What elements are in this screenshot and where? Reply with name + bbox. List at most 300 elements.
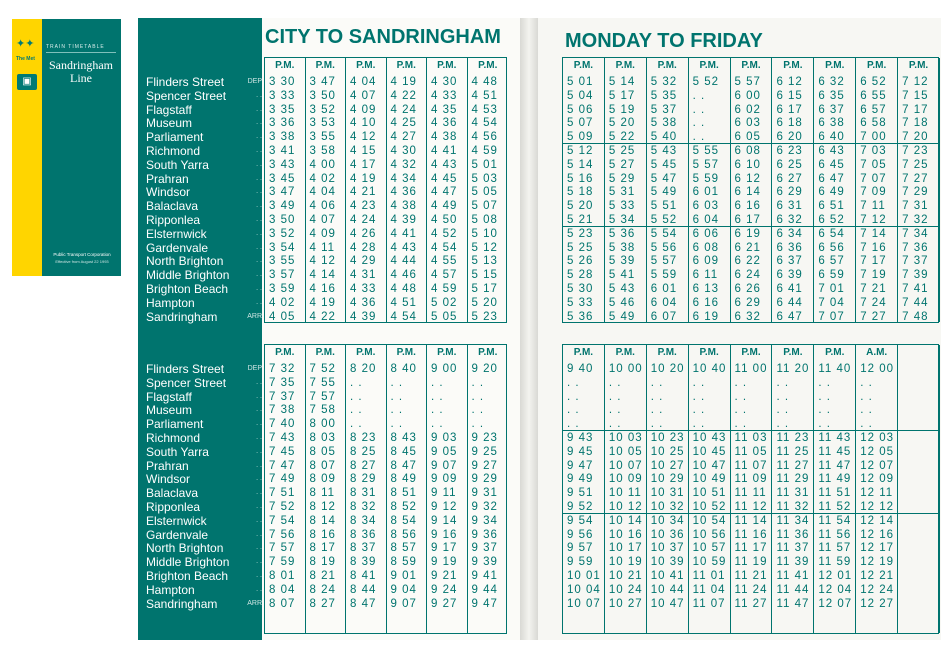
departure-time: 12 19	[860, 556, 894, 569]
departure-time: 8 27	[350, 459, 377, 472]
departure-time: . .	[350, 390, 363, 403]
departure-time: 5 36	[608, 227, 636, 240]
departure-time: 9 39	[471, 556, 498, 569]
station-name: South Yarra	[146, 157, 209, 172]
departure-time: 6 54	[818, 227, 845, 240]
departure-time: . .	[567, 404, 580, 417]
period-header: P.M.	[356, 347, 376, 358]
departure-time: 7 49	[269, 473, 296, 486]
period-header: P.M.	[783, 60, 803, 71]
departure-time: 6 17	[734, 214, 761, 226]
departure-time: . .	[650, 404, 664, 417]
departure-time: 10 24	[608, 583, 643, 596]
departure-time: 4 00	[309, 158, 336, 171]
departure-time: 7 27	[860, 310, 887, 323]
departure-time: 5 05	[431, 310, 458, 323]
departure-time: 7 24	[860, 296, 887, 309]
departure-time: 6 25	[776, 158, 803, 171]
departure-time: 9 56	[567, 528, 594, 541]
departure-time: 7 20	[902, 131, 929, 144]
departure-time: 6 02	[734, 103, 761, 116]
station-tag: . .	[256, 558, 262, 566]
departure-time: . .	[860, 404, 873, 417]
departure-time: 3 50	[269, 214, 296, 226]
period-header: P.M.	[699, 60, 719, 71]
timetable-cover	[12, 19, 121, 276]
station-tag: . .	[256, 243, 262, 251]
departure-time: 7 07	[818, 310, 845, 323]
departure-time: 11 52	[818, 501, 852, 513]
departure-time: 7 57	[269, 542, 296, 555]
departure-time: 7 19	[860, 269, 887, 282]
departure-time: 7 59	[269, 556, 296, 569]
departure-time: 4 02	[309, 172, 336, 185]
period-header: P.M.	[825, 60, 845, 71]
departure-time: 10 23	[650, 432, 685, 444]
departure-time: 11 41	[776, 570, 810, 582]
departure-time: 5 33	[567, 296, 594, 309]
departure-time: 8 57	[390, 542, 417, 555]
departure-time: 7 01	[818, 283, 845, 295]
departure-time: 3 57	[269, 269, 296, 282]
departure-time: 11 32	[776, 501, 810, 513]
departure-time: 11 16	[734, 528, 768, 541]
departure-time: 5 17	[471, 283, 498, 295]
departure-time: 7 25	[902, 158, 929, 171]
departure-time: 7 32	[902, 214, 929, 226]
departure-time: 11 27	[734, 597, 768, 610]
departure-time: . .	[692, 390, 706, 403]
departure-time: 8 20	[350, 363, 377, 375]
departure-time: 10 37	[650, 542, 685, 555]
service-column	[346, 345, 387, 633]
departure-time: 5 13	[471, 255, 498, 268]
service-column	[856, 345, 898, 633]
station-tag: . .	[256, 378, 262, 386]
departure-time: 8 54	[390, 514, 417, 527]
departure-time: 4 45	[431, 172, 458, 185]
departure-time: 9 47	[567, 459, 594, 472]
service-column	[387, 58, 428, 322]
period-header: P.M.	[783, 347, 803, 358]
departure-time: 10 20	[650, 363, 685, 375]
departure-time: 7 37	[902, 255, 929, 268]
station-name: Flinders Street	[146, 75, 225, 89]
departure-time: 9 14	[431, 514, 458, 527]
departure-time: 12 21	[860, 570, 894, 582]
departure-time: 7 09	[860, 186, 887, 199]
departure-time: 9 45	[567, 445, 594, 458]
service-column	[468, 345, 509, 633]
departure-time: 5 01	[471, 158, 498, 171]
departure-time: 8 01	[269, 570, 296, 582]
station-parliament	[146, 417, 264, 431]
departure-time: 3 45	[269, 172, 296, 185]
departure-time: . .	[776, 376, 790, 389]
departure-time: 4 24	[390, 103, 417, 116]
departure-time: 4 09	[350, 103, 377, 116]
departure-time: 5 06	[567, 103, 594, 116]
departure-time: 7 12	[902, 76, 929, 88]
departure-time: 4 29	[350, 255, 377, 268]
departure-time: 6 18	[776, 117, 803, 130]
departure-time: 8 39	[350, 556, 377, 569]
departure-time: 4 17	[350, 158, 377, 171]
departure-time: 5 36	[567, 310, 594, 323]
departure-time: 6 27	[776, 172, 803, 185]
station-tag: . .	[256, 298, 262, 306]
station-museum	[146, 116, 264, 130]
departure-time: 4 07	[350, 89, 377, 102]
departure-time: 3 59	[269, 283, 296, 295]
departure-time: 9 32	[471, 501, 498, 513]
departure-time: 9 09	[431, 473, 458, 486]
departure-time: . .	[734, 376, 748, 389]
departure-time: 6 55	[860, 89, 887, 102]
departure-time: 11 12	[734, 501, 768, 513]
departure-time: 9 21	[431, 570, 458, 582]
departure-time: 9 41	[471, 570, 498, 582]
departure-time: 11 31	[776, 487, 810, 500]
departure-time: . .	[692, 131, 706, 144]
departure-time: 6 38	[818, 117, 845, 130]
departure-time: 11 01	[692, 570, 726, 582]
departure-time: 3 43	[269, 158, 296, 171]
departure-time: 5 57	[692, 158, 720, 171]
station-name: Brighton Beach	[146, 569, 229, 583]
station-name: Hampton	[146, 295, 195, 310]
departure-time: 7 21	[860, 283, 887, 295]
departure-time: 11 45	[818, 445, 852, 458]
period-header: P.M.	[573, 60, 594, 71]
departure-time: 4 16	[309, 283, 336, 295]
departure-time: 5 45	[650, 158, 678, 171]
departure-time: 10 05	[608, 445, 643, 458]
departure-time: 6 32	[734, 310, 761, 323]
departure-time: 11 20	[776, 363, 810, 375]
departure-time: 12 27	[860, 597, 894, 610]
departure-time: . .	[776, 418, 790, 431]
departure-time: 8 19	[309, 556, 336, 569]
departure-time: . .	[650, 376, 664, 389]
departure-time: 5 38	[608, 241, 636, 254]
departure-time: 8 17	[309, 542, 336, 555]
period-header: P.M.	[867, 60, 887, 71]
departure-time: 4 35	[431, 103, 458, 116]
departure-time: 11 05	[734, 445, 768, 458]
station-name: Prahran	[146, 171, 189, 186]
station-tag: . .	[256, 585, 262, 593]
station-flinders-street	[146, 75, 264, 89]
departure-time: 11 04	[692, 583, 726, 596]
departure-time: 6 47	[776, 310, 803, 323]
departure-time: 11 14	[734, 514, 768, 527]
departure-time: 11 40	[818, 363, 852, 375]
period-header: P.M.	[908, 60, 929, 71]
departure-time: 4 22	[390, 89, 417, 102]
departure-time: 9 07	[390, 597, 417, 610]
departure-time: 7 07	[860, 172, 887, 185]
station-name: South Yarra	[146, 444, 209, 459]
departure-time: 5 05	[471, 186, 498, 199]
departure-time: 9 59	[567, 556, 594, 569]
station-tag: . .	[256, 434, 262, 441]
departure-time: 10 04	[567, 583, 601, 596]
departure-time: 4 41	[390, 227, 417, 240]
period-header: P.M.	[275, 60, 295, 71]
departure-time: 6 08	[734, 145, 761, 157]
departure-time: 7 18	[902, 117, 929, 130]
departure-time: 5 59	[650, 269, 678, 282]
departure-time: 4 28	[350, 241, 377, 254]
station-elsternwick	[146, 227, 264, 241]
departure-time: . .	[776, 404, 790, 417]
departure-time: 4 32	[390, 158, 417, 171]
departure-time: . .	[431, 404, 444, 417]
departure-time: . .	[818, 418, 831, 431]
departure-time: 8 56	[390, 528, 417, 541]
departure-time: 5 40	[650, 131, 678, 144]
departure-time: 4 30	[431, 76, 458, 88]
departure-time: 3 38	[269, 131, 296, 144]
departure-time: 6 21	[734, 241, 761, 254]
departure-time: 3 55	[269, 255, 296, 268]
departure-time: 6 11	[692, 269, 719, 282]
departure-time: 5 55	[692, 145, 720, 157]
departure-time: 5 46	[608, 296, 636, 309]
departure-time: 6 29	[776, 186, 803, 199]
departure-time: 7 52	[309, 363, 336, 375]
departure-time: 6 13	[692, 283, 720, 295]
departure-time: . .	[567, 376, 580, 389]
departure-time: 4 46	[390, 269, 417, 282]
departure-time: 5 22	[608, 131, 636, 144]
departure-time: . .	[650, 390, 664, 403]
departure-time: 6 01	[692, 186, 720, 199]
departure-time: 7 17	[902, 103, 929, 116]
station-name: Gardenvale	[146, 240, 209, 255]
station-tag: . .	[256, 188, 262, 196]
station-parliament	[146, 130, 264, 144]
station-prahran	[146, 172, 264, 186]
departure-time: 10 12	[608, 501, 643, 513]
departure-time: 4 49	[431, 200, 458, 213]
service-column	[605, 58, 647, 322]
departure-time: 12 03	[860, 432, 894, 444]
departure-time: . .	[390, 376, 404, 389]
station-tag: . .	[256, 257, 262, 265]
departure-time: 4 54	[390, 310, 417, 323]
departure-time: 4 39	[350, 310, 377, 323]
station-name: Flagstaff	[146, 102, 192, 117]
departure-time: 6 03	[734, 117, 761, 130]
station-name: Museum	[146, 403, 193, 418]
departure-time: 11 39	[776, 556, 810, 569]
departure-time: . .	[734, 418, 748, 431]
departure-time: 12 01	[818, 570, 853, 582]
departure-time: 11 09	[734, 473, 768, 486]
station-name: Elsternwick	[146, 513, 207, 528]
station-tag: ARR	[247, 312, 262, 320]
station-name: Gardenvale	[146, 527, 209, 542]
departure-time: 10 41	[650, 570, 685, 582]
departure-time: 11 17	[734, 542, 768, 555]
station-tag: . .	[256, 91, 262, 99]
station-name: Flinders Street	[146, 362, 225, 376]
departure-time: . .	[608, 376, 622, 389]
station-ripponlea	[146, 500, 264, 514]
departure-time: 4 43	[390, 241, 417, 254]
departure-time: 11 47	[776, 597, 810, 610]
station-name: Elsternwick	[146, 226, 207, 241]
service-column	[772, 345, 814, 633]
departure-time: 4 38	[431, 131, 458, 144]
departure-time: 5 01	[567, 76, 594, 88]
departure-time: . .	[692, 418, 706, 431]
departure-time: 6 39	[776, 269, 803, 282]
departure-time: 4 50	[431, 214, 458, 226]
period-header: P.M.	[396, 60, 416, 71]
departure-time: 10 59	[692, 556, 727, 569]
departure-time: 3 35	[269, 103, 296, 116]
departure-time: 7 58	[309, 404, 336, 417]
departure-time: 6 22	[734, 255, 761, 268]
departure-time: 12 14	[860, 514, 894, 527]
station-spencer-street	[146, 89, 264, 103]
departure-time: 3 36	[269, 117, 296, 130]
station-tag: ARR	[247, 599, 262, 607]
station-name: Middle Brighton	[146, 555, 230, 570]
timetable-grid-left-bottom	[264, 344, 507, 634]
departure-time: 12 05	[860, 445, 894, 458]
station-balaclava	[146, 486, 264, 500]
station-name: Brighton Beach	[146, 282, 229, 296]
departure-time: 8 29	[350, 473, 377, 486]
departure-time: . .	[431, 418, 444, 431]
departure-time: . .	[608, 390, 622, 403]
departure-time: 4 19	[309, 296, 336, 309]
departure-time: 5 41	[608, 269, 636, 282]
cover-line-name: Sandringham Line	[49, 58, 113, 85]
departure-time: 10 27	[608, 597, 643, 610]
departure-time: 6 52	[818, 214, 845, 226]
departure-time: 7 41	[902, 283, 929, 295]
departure-time: . .	[860, 390, 873, 403]
departure-time: 7 12	[860, 214, 887, 226]
departure-time: 6 58	[860, 117, 887, 130]
service-column	[647, 345, 689, 633]
departure-time: 8 52	[390, 501, 417, 513]
departure-time: 5 37	[650, 103, 678, 116]
cover-brand: The Met	[16, 56, 35, 62]
departure-time: 7 51	[269, 487, 296, 500]
service-column	[689, 58, 731, 322]
station-tag: . .	[256, 119, 262, 127]
station-balaclava	[146, 199, 264, 213]
service-column	[814, 58, 856, 322]
departure-time: 6 44	[776, 296, 803, 309]
station-name: Flagstaff	[146, 389, 192, 404]
departure-time: 10 07	[608, 459, 643, 472]
departure-time: 8 04	[269, 583, 296, 596]
departure-time: 4 59	[431, 283, 458, 295]
departure-time: 10 25	[650, 445, 685, 458]
departure-time: 8 05	[309, 445, 336, 458]
departure-time: 6 57	[860, 103, 887, 116]
departure-time: 11 59	[818, 556, 852, 569]
station-tag: . .	[256, 420, 262, 428]
departure-time: 4 12	[309, 255, 336, 268]
service-column	[647, 58, 689, 322]
station-name: Prahran	[146, 458, 189, 473]
departure-time: 6 26	[734, 283, 761, 295]
departure-time: 6 41	[776, 283, 803, 295]
service-column	[346, 58, 387, 322]
departure-time: 6 12	[776, 76, 803, 88]
departure-time: 6 04	[692, 214, 720, 226]
departure-time: 10 07	[567, 597, 601, 610]
departure-time: 12 16	[860, 528, 894, 541]
departure-time: 5 35	[650, 89, 678, 102]
departure-time: . .	[567, 418, 580, 431]
departure-time: 5 27	[608, 158, 636, 171]
departure-time: . .	[734, 390, 748, 403]
departure-time: 7 16	[860, 241, 887, 254]
departure-time: 10 40	[692, 363, 727, 375]
departure-time: 5 12	[471, 241, 498, 254]
departure-time: 7 03	[860, 145, 887, 157]
station-tag: . .	[256, 489, 262, 497]
departure-time: 11 56	[818, 528, 852, 541]
met-logo-icon: ✦✦	[16, 38, 35, 50]
departure-time: 11 37	[776, 542, 810, 555]
departure-time: 5 18	[567, 186, 594, 199]
departure-time: 6 20	[776, 131, 803, 144]
departure-time: 4 12	[350, 131, 377, 144]
departure-time: 5 08	[471, 214, 498, 226]
departure-time: 6 57	[818, 255, 845, 268]
station-north-brighton	[146, 254, 264, 268]
group-divider	[563, 143, 938, 144]
departure-time: 4 52	[431, 227, 458, 240]
departure-time: 4 43	[431, 158, 458, 171]
departure-time: 5 59	[692, 172, 720, 185]
departure-time: 10 45	[692, 445, 727, 458]
page-title-route: CITY TO SANDRINGHAM	[265, 26, 501, 48]
period-header: P.M.	[615, 347, 635, 358]
departure-time: 9 54	[567, 514, 594, 527]
departure-time: 5 02	[431, 296, 458, 309]
train-icon: ▣	[17, 74, 37, 90]
departure-time: 11 19	[734, 556, 768, 569]
departure-time: 4 14	[309, 269, 336, 282]
departure-time: 8 41	[350, 570, 377, 582]
departure-time: . .	[860, 418, 873, 431]
station-name: Balaclava	[146, 486, 199, 501]
departure-time: 5 20	[567, 200, 594, 213]
station-tag: . .	[256, 105, 262, 113]
departure-time: . .	[471, 418, 485, 431]
departure-time: . .	[350, 376, 363, 389]
departure-time: 7 39	[902, 269, 929, 282]
station-name: Parliament	[146, 130, 204, 145]
departure-time: 11 49	[818, 473, 852, 486]
station-name: Sandringham	[146, 596, 218, 611]
station-tag: . .	[256, 271, 262, 279]
service-column	[468, 58, 509, 322]
departure-time: 10 49	[692, 473, 727, 486]
departure-time: 4 04	[309, 186, 336, 199]
